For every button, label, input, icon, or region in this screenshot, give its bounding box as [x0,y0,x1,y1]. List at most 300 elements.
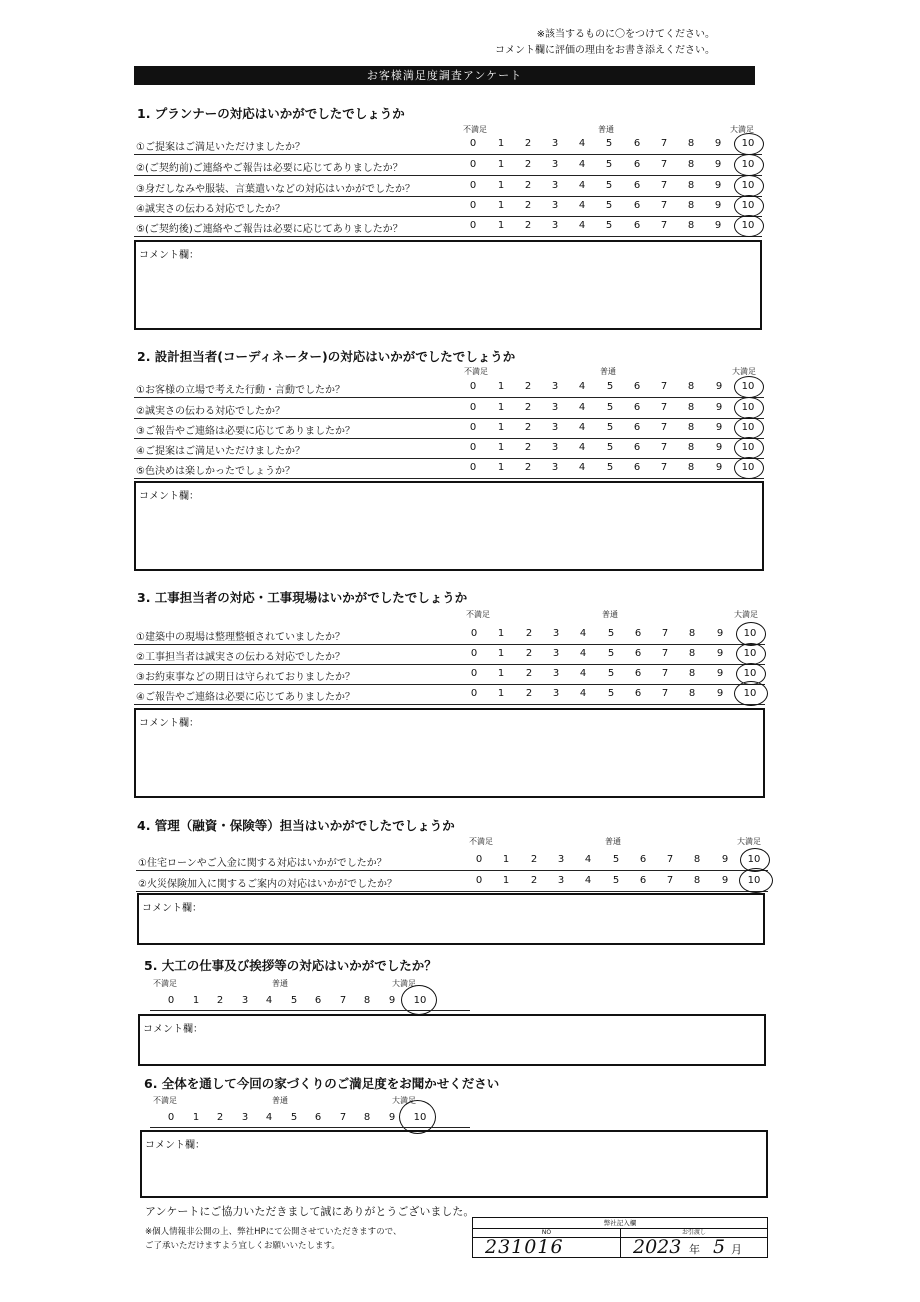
scale-option[interactable]: 5 [606,422,614,433]
scale-option[interactable]: 5 [607,648,615,659]
section-3-title: 3. 工事担当者の対応・工事現場はいかがでしたでしょうか [137,590,468,605]
scale-high-label: 大満足 [730,125,754,134]
scale-option[interactable]: 4 [578,200,586,211]
question-text: ①お客様の立場で考えた行動・言動でしたか？ [136,385,345,396]
scale-option[interactable]: 4 [578,422,586,433]
scale-option[interactable]: 8 [363,1112,371,1123]
section-6-title: 6. 全体を通して今回の家づくりのご満足度をお聞かせください [144,1076,500,1091]
rating-row[interactable] [134,176,762,197]
comment-box[interactable] [134,240,762,330]
scale-high-label: 大満足 [392,1096,416,1105]
scale-option[interactable]: 0 [470,648,478,659]
scale-option[interactable]: 7 [666,875,674,886]
scale-high-label: 大満足 [732,367,756,376]
scale-option[interactable]: 9 [716,628,724,639]
scale-option-selected[interactable]: 10 [741,220,755,231]
scale-option[interactable]: 9 [714,220,722,231]
scale-option[interactable]: 8 [687,402,695,413]
scale-option[interactable]: 0 [469,200,477,211]
scale-option[interactable]: 6 [634,688,642,699]
scale-option[interactable]: 0 [469,159,477,170]
scale-option[interactable]: 5 [606,462,614,473]
scale-option[interactable]: 1 [497,442,505,453]
selection-circle [734,175,764,197]
scale-option[interactable]: 4 [578,442,586,453]
question-text: ②工事担当者は誠実さの伝わる対応でしたか？ [136,652,345,663]
selection-circle [734,397,764,419]
rating-row[interactable] [134,134,762,155]
scale-option[interactable]: 0 [469,138,477,149]
scale-option-selected[interactable]: 10 [741,402,755,413]
scale-low-label: 不満足 [153,979,177,988]
selection-circle [734,195,764,217]
scale-option[interactable]: 9 [715,381,723,392]
scale-option[interactable]: 8 [693,875,701,886]
scale-option[interactable]: 1 [497,180,505,191]
scale-option[interactable]: 3 [551,381,559,392]
rating-row[interactable] [134,216,762,237]
question-text: ④ご提案はご満足いただけましたか？ [136,446,305,457]
scale-option[interactable]: 1 [497,159,505,170]
scale-option[interactable]: 0 [469,462,477,473]
scale-option[interactable]: 4 [578,402,586,413]
scale-option[interactable]: 5 [290,1112,298,1123]
scale-option[interactable]: 0 [469,220,477,231]
scale-mid-label: 普通 [272,1096,288,1105]
instruction-note: ※該当するものに〇をつけてください。 [536,29,715,40]
selection-circle [734,376,764,398]
scale-option[interactable]: 0 [469,180,477,191]
selection-circle [734,437,764,459]
scale-option[interactable]: 2 [524,381,532,392]
scale-mid-label: 普通 [602,610,618,619]
scale-option[interactable]: 8 [687,422,695,433]
question-text: ①建築中の現場は整理整頓されていましたか？ [136,632,345,643]
scale-option[interactable]: 8 [687,138,695,149]
scale-option[interactable]: 8 [688,628,696,639]
scale-option-selected[interactable]: 10 [741,422,755,433]
scale-option[interactable]: 8 [688,648,696,659]
scale-option[interactable]: 8 [687,220,695,231]
scale-option-selected[interactable]: 10 [743,688,757,699]
question-text: ②火災保険加入に関するご案内の対応はいかがでしたか？ [138,879,397,890]
comment-box[interactable] [140,1130,768,1198]
scale-option[interactable]: 9 [388,995,396,1006]
scale-option-selected[interactable]: 10 [741,138,755,149]
scale-option[interactable]: 1 [497,688,505,699]
scale-option-selected[interactable]: 10 [413,995,427,1006]
scale-option[interactable]: 4 [578,462,586,473]
selection-circle [734,681,768,706]
scale-option[interactable]: 0 [470,628,478,639]
scale-option[interactable]: 2 [216,1112,224,1123]
scale-option[interactable]: 7 [339,1112,347,1123]
scale-option[interactable]: 5 [606,381,614,392]
question-text: ⑤(ご契約後)ご連絡やご報告は必要に応じてありましたか？ [136,224,403,235]
scale-option[interactable]: 2 [524,138,532,149]
scale-option[interactable]: 7 [661,648,669,659]
scale-option[interactable]: 0 [475,875,483,886]
scale-high-label: 大満足 [734,610,758,619]
scale-option-selected[interactable]: 10 [741,442,755,453]
scale-option[interactable]: 1 [502,854,510,865]
privacy-note-line1: ※個人情報非公開の上、弊社HPにて公開させていただきますので、 [145,1227,402,1237]
selection-circle [734,133,764,155]
section-2-title: 2. 設計担当者(コーディネーター)の対応はいかがでしたでしょうか [137,349,516,364]
scale-option[interactable]: 3 [557,854,565,865]
scale-option[interactable]: 4 [578,180,586,191]
scale-option-selected[interactable]: 10 [743,668,757,679]
scale-option[interactable]: 3 [551,159,559,170]
scale-option[interactable]: 3 [551,220,559,231]
scale-option[interactable]: 4 [265,995,273,1006]
scale-option[interactable]: 7 [660,402,668,413]
scale-option[interactable]: 7 [661,628,669,639]
scale-option[interactable]: 3 [557,875,565,886]
comment-box[interactable] [138,1014,766,1066]
scale-underline [150,1127,470,1128]
selection-circle [736,643,766,665]
rating-row[interactable] [136,871,768,892]
scale-option[interactable]: 8 [688,688,696,699]
handover-label: お引渡し [621,1229,767,1238]
scale-option[interactable]: 6 [633,462,641,473]
scale-option[interactable]: 6 [633,402,641,413]
scale-low-label: 不満足 [464,367,488,376]
scale-option[interactable]: 7 [660,381,668,392]
comment-label: コメント欄： [143,1024,203,1035]
scale-mid-label: 普通 [600,367,616,376]
scale-option[interactable]: 5 [605,138,613,149]
scale-option[interactable]: 3 [241,1112,249,1123]
scale-option[interactable]: 7 [660,442,668,453]
rating-row[interactable] [134,418,764,439]
selection-circle [734,154,764,176]
scale-option[interactable]: 7 [660,138,668,149]
scale-option[interactable]: 0 [470,688,478,699]
scale-option[interactable]: 8 [687,180,695,191]
scale-option[interactable]: 0 [167,1112,175,1123]
scale-option[interactable]: 4 [579,648,587,659]
scale-option[interactable]: 1 [497,200,505,211]
scale-option[interactable]: 6 [314,995,322,1006]
handwritten-number: 231016 [485,1236,564,1258]
scale-option[interactable]: 9 [714,200,722,211]
scale-option[interactable]: 6 [633,138,641,149]
scale-low-label: 不満足 [463,125,487,134]
scale-option[interactable]: 1 [497,422,505,433]
scale-option[interactable]: 6 [314,1112,322,1123]
scale-option-selected[interactable]: 10 [747,854,761,865]
scale-option[interactable]: 3 [551,402,559,413]
scale-option[interactable]: 0 [469,381,477,392]
section-5-title: 5. 大工の仕事及び挨拶等の対応はいかがでしたか？ [144,958,437,973]
scale-option[interactable]: 7 [660,159,668,170]
scale-option[interactable]: 0 [469,402,477,413]
selection-circle [734,417,764,439]
scale-option[interactable]: 8 [687,381,695,392]
scale-option[interactable]: 1 [192,995,200,1006]
scale-option[interactable]: 6 [634,668,642,679]
scale-option[interactable]: 3 [551,442,559,453]
scale-option[interactable]: 7 [661,688,669,699]
scale-option[interactable]: 4 [578,220,586,231]
rating-row[interactable] [134,684,765,705]
scale-option[interactable]: 7 [660,200,668,211]
scale-low-label: 不満足 [153,1096,177,1105]
scale-option[interactable]: 4 [578,381,586,392]
scale-option[interactable]: 2 [525,688,533,699]
scale-option[interactable]: 2 [525,668,533,679]
scale-option[interactable]: 8 [688,668,696,679]
scale-option[interactable]: 1 [497,668,505,679]
question-text: ①住宅ローンやご入金に関する対応はいかがでしたか？ [138,858,387,869]
scale-high-label: 大満足 [737,837,761,846]
comment-instruction-note: コメント欄に評価の理由をお書き添えください。 [495,45,715,56]
scale-option[interactable]: 0 [475,854,483,865]
question-text: ③お約束事などの期日は守られておりましたか？ [136,672,355,683]
scale-option[interactable]: 2 [524,200,532,211]
scale-option[interactable]: 9 [714,180,722,191]
scale-mid-label: 普通 [605,837,621,846]
scale-option[interactable]: 9 [715,402,723,413]
scale-option[interactable]: 1 [497,628,505,639]
no-label: NO [473,1229,621,1238]
scale-option-selected[interactable]: 10 [743,628,757,639]
scale-option[interactable]: 4 [578,159,586,170]
scale-option[interactable]: 6 [633,381,641,392]
scale-underline [150,1010,470,1011]
scale-option[interactable]: 1 [497,402,505,413]
scale-option[interactable]: 2 [524,159,532,170]
scale-option[interactable]: 7 [339,995,347,1006]
scale-mid-label: 普通 [272,979,288,988]
scale-option[interactable]: 8 [687,159,695,170]
rating-row[interactable] [134,155,762,176]
question-text: ③ご報告やご連絡は必要に応じてありましたか？ [136,426,355,437]
thank-you-message: アンケートにご協力いただきまして誠にありがとうございました。 [145,1205,475,1218]
rating-row[interactable] [134,398,764,419]
scale-option[interactable]: 1 [497,462,505,473]
scale-option-selected[interactable]: 10 [741,159,755,170]
scale-option-selected[interactable]: 10 [747,875,761,886]
scale-option[interactable]: 3 [551,422,559,433]
scale-option[interactable]: 6 [639,875,647,886]
scale-option[interactable]: 5 [290,995,298,1006]
scale-mid-label: 普通 [598,125,614,134]
scale-option[interactable]: 9 [714,159,722,170]
question-text: ①ご提案はご満足いただけましたか？ [136,142,305,153]
scale-option[interactable]: 4 [584,854,592,865]
scale-option[interactable]: 9 [716,648,724,659]
rating-row[interactable] [134,644,765,665]
handwritten-year: 2023 [633,1236,682,1258]
month-suffix: 月 [731,1243,742,1256]
scale-option[interactable]: 6 [639,854,647,865]
scale-option[interactable]: 1 [192,1112,200,1123]
rating-row[interactable] [134,377,764,398]
rating-row[interactable] [134,458,764,479]
scale-option[interactable]: 0 [469,422,477,433]
scale-option[interactable]: 6 [633,442,641,453]
scale-option[interactable]: 5 [605,159,613,170]
scale-option[interactable]: 9 [715,462,723,473]
comment-box[interactable] [137,893,765,945]
question-text: ③身だしなみや服装、言葉遣いなどの対応はいかがでしたか？ [136,184,415,195]
scale-option[interactable]: 5 [605,180,613,191]
scale-option[interactable]: 6 [633,180,641,191]
question-text: ④ご報告やご連絡は必要に応じてありましたか？ [136,692,355,703]
scale-option[interactable]: 2 [524,180,532,191]
scale-option[interactable]: 8 [687,200,695,211]
comment-label: コメント欄： [139,250,199,261]
scale-option[interactable]: 6 [633,200,641,211]
scale-option[interactable]: 9 [721,875,729,886]
scale-option[interactable]: 5 [606,442,614,453]
scale-option[interactable]: 5 [607,628,615,639]
scale-option[interactable]: 7 [666,854,674,865]
scale-option[interactable]: 4 [578,138,586,149]
scale-option[interactable]: 2 [530,854,538,865]
scale-option[interactable]: 5 [606,402,614,413]
selection-circle [734,215,764,237]
scale-option[interactable]: 5 [612,875,620,886]
scale-option[interactable]: 3 [552,648,560,659]
rating-scale[interactable] [150,1108,470,1128]
comment-label: コメント欄： [145,1140,205,1151]
section-4-title: 4. 管理（融資・保険等）担当はいかがでしたでしょうか [137,818,455,833]
question-text: ④誠実さの伝わる対応でしたか？ [136,204,285,215]
scale-option-selected[interactable]: 10 [741,200,755,211]
scale-option[interactable]: 2 [524,402,532,413]
question-text: ⑤色決めは楽しかったでしょうか？ [136,466,295,477]
selection-circle [399,1100,436,1134]
scale-option[interactable]: 9 [715,422,723,433]
scale-option[interactable]: 1 [497,138,505,149]
scale-option[interactable]: 8 [363,995,371,1006]
scale-option[interactable]: 2 [216,995,224,1006]
comment-box[interactable] [134,708,765,798]
comment-label: コメント欄： [139,718,199,729]
office-use-label: 弊社記入欄 [473,1218,767,1229]
survey-title-banner: お客様満足度調査アンケート [134,66,755,85]
scale-option[interactable]: 4 [265,1112,273,1123]
scale-option[interactable]: 2 [530,875,538,886]
comment-label: コメント欄： [142,903,202,914]
scale-option[interactable]: 7 [660,180,668,191]
handwritten-month: 5 [713,1236,726,1258]
scale-option[interactable]: 9 [714,138,722,149]
scale-option[interactable]: 3 [241,995,249,1006]
scale-option[interactable]: 8 [693,854,701,865]
scale-option[interactable]: 3 [552,688,560,699]
selection-circle [734,457,764,479]
scale-option[interactable]: 9 [716,668,724,679]
rating-row[interactable] [134,196,762,217]
scale-option-selected[interactable]: 10 [413,1112,427,1123]
office-use-table [472,1217,768,1258]
scale-option[interactable]: 7 [660,220,668,231]
scale-option[interactable]: 1 [497,381,505,392]
scale-option[interactable]: 6 [633,159,641,170]
scale-option[interactable]: 4 [579,688,587,699]
year-suffix: 年 [689,1243,700,1256]
scale-option[interactable]: 3 [551,138,559,149]
scale-option[interactable]: 5 [612,854,620,865]
scale-option[interactable]: 5 [605,220,613,231]
scale-option[interactable]: 8 [687,442,695,453]
rating-scale[interactable] [150,991,470,1011]
privacy-note-line2: ご了承いただけますよう宜しくお願いいたします。 [145,1241,340,1251]
scale-option[interactable]: 5 [607,668,615,679]
scale-option-selected[interactable]: 10 [743,648,757,659]
scale-option[interactable]: 6 [633,220,641,231]
rating-row[interactable] [134,624,765,645]
scale-option[interactable]: 2 [524,442,532,453]
scale-option[interactable]: 5 [607,688,615,699]
rating-row[interactable] [134,438,764,459]
scale-option[interactable]: 8 [687,462,695,473]
scale-option[interactable]: 3 [552,628,560,639]
scale-option-selected[interactable]: 10 [741,381,755,392]
scale-option[interactable]: 1 [497,648,505,659]
scale-option-selected[interactable]: 10 [741,180,755,191]
scale-option[interactable]: 6 [633,422,641,433]
scale-option[interactable]: 2 [525,628,533,639]
scale-option[interactable]: 9 [715,442,723,453]
rating-row[interactable] [136,850,768,871]
selection-circle [739,868,773,893]
scale-option[interactable]: 6 [634,648,642,659]
scale-option[interactable]: 2 [525,648,533,659]
scale-option[interactable]: 2 [524,462,532,473]
scale-option[interactable]: 0 [167,995,175,1006]
scale-option[interactable]: 3 [551,462,559,473]
scale-option[interactable]: 7 [660,462,668,473]
scale-low-label: 不満足 [469,837,493,846]
rating-row[interactable] [134,664,765,685]
scale-option[interactable]: 5 [605,200,613,211]
scale-option[interactable]: 0 [470,668,478,679]
scale-option[interactable]: 3 [552,668,560,679]
scale-option[interactable]: 6 [634,628,642,639]
section-1-title: 1. プランナーの対応はいかがでしたでしょうか [137,106,405,121]
scale-option[interactable]: 9 [716,688,724,699]
scale-option[interactable]: 3 [551,180,559,191]
scale-option[interactable]: 2 [524,220,532,231]
scale-option[interactable]: 9 [388,1112,396,1123]
scale-low-label: 不満足 [466,610,490,619]
scale-option[interactable]: 0 [469,442,477,453]
question-text: ②誠実さの伝わる対応でしたか？ [136,406,285,417]
comment-label: コメント欄： [139,491,199,502]
scale-option[interactable]: 4 [584,875,592,886]
comment-box[interactable] [134,481,764,571]
scale-option[interactable]: 2 [524,422,532,433]
scale-option[interactable]: 3 [551,200,559,211]
table-divider [620,1237,621,1258]
scale-high-label: 大満足 [392,979,416,988]
scale-option[interactable]: 1 [502,875,510,886]
scale-option[interactable]: 4 [579,668,587,679]
question-text: ②(ご契約前)ご連絡やご報告は必要に応じてありましたか？ [136,163,403,174]
scale-option[interactable]: 7 [661,668,669,679]
scale-option-selected[interactable]: 10 [741,462,755,473]
scale-option[interactable]: 9 [721,854,729,865]
scale-option[interactable]: 1 [497,220,505,231]
scale-option[interactable]: 4 [579,628,587,639]
scale-option[interactable]: 7 [660,422,668,433]
